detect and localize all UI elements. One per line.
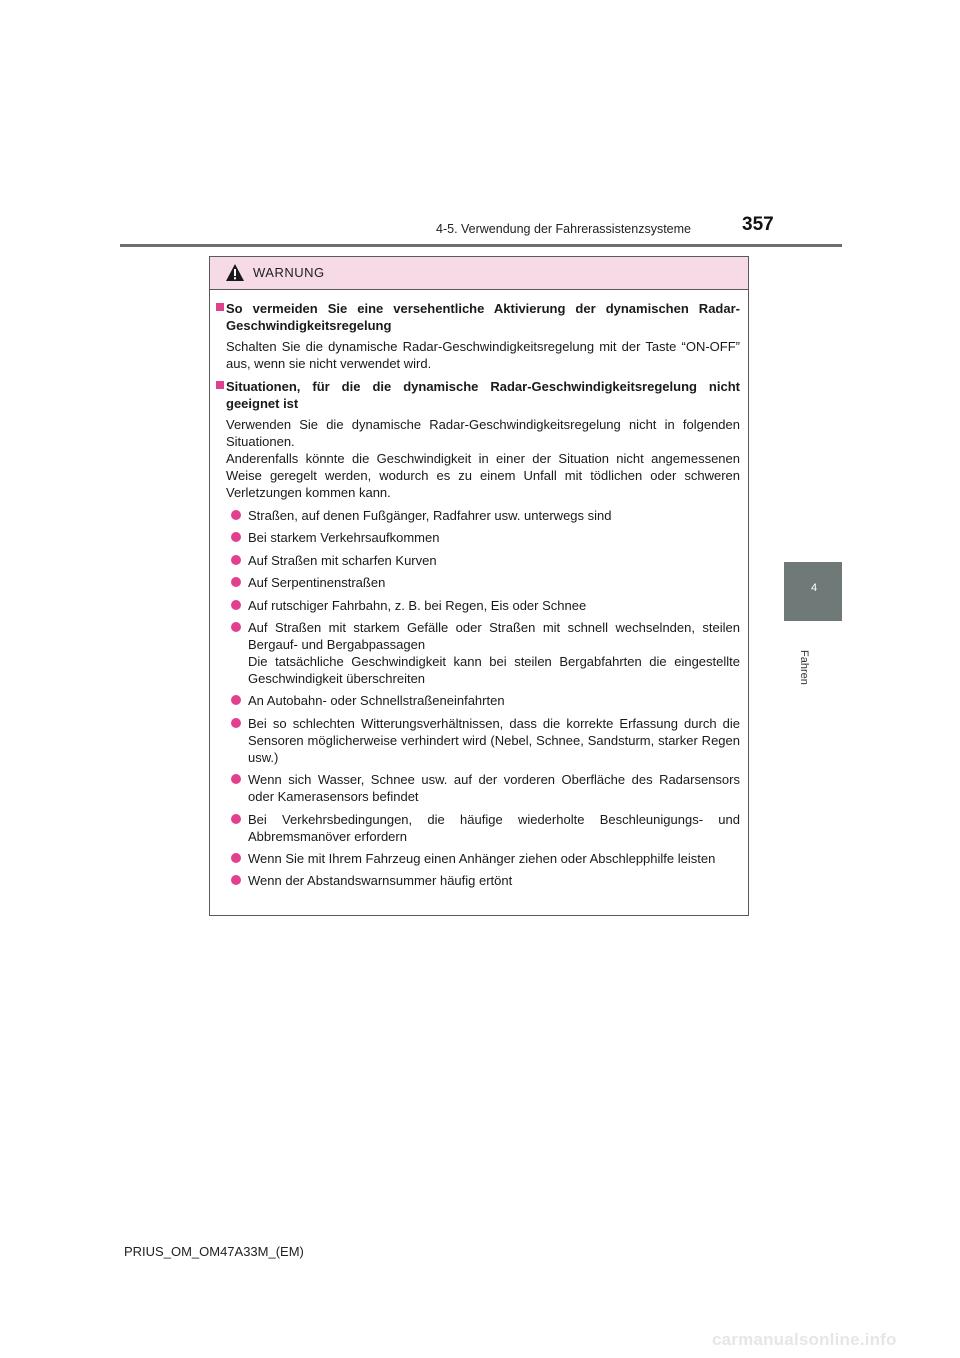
watermark: carmanualsonline.info xyxy=(712,1330,897,1349)
round-bullet-icon xyxy=(231,532,241,542)
list-item xyxy=(226,507,740,524)
header-divider xyxy=(120,244,842,247)
round-bullet-icon xyxy=(231,622,241,632)
list-item xyxy=(226,872,740,889)
list-item xyxy=(226,811,740,845)
list-item-text: Auf rutschiger Fahrbahn, z. B. bei Regen, Eis oder Schnee xyxy=(248,597,587,613)
round-bullet-icon xyxy=(231,600,241,610)
square-bullet-icon xyxy=(216,303,224,311)
list-item-text: Auf Straßen mit starkem Gefälle oder Straßen mit schnell wechselnden, steilen Bergauf- und Bergabpassagen Die tatsächliche Geschwindigkeit kann bei steilen Bergabfahrten die eingestellte Geschwindigkeit überschreiten xyxy=(248,619,740,686)
list-item-text: Auf Serpentinenstraßen xyxy=(248,575,386,591)
section-paragraph: Verwenden Sie die dynamische Radar-Geschwindigkeitsregelung nicht in folgenden Situationen. xyxy=(226,417,740,449)
warning-section-accidental-activation xyxy=(216,300,740,372)
list-item-text: Bei starkem Verkehrsaufkommen xyxy=(248,530,440,546)
section-title: So vermeiden Sie eine versehentliche Aktivierung der dynamischen Radar-Geschwindigkeitsregelung xyxy=(226,301,740,333)
list-item xyxy=(226,692,740,709)
warning-box xyxy=(209,256,749,916)
list-item xyxy=(226,850,740,867)
warning-triangle-icon xyxy=(225,263,245,282)
square-bullet-icon xyxy=(216,381,224,389)
list-item-text: Wenn der Abstandswarnsummer häufig ertönt xyxy=(248,873,513,889)
chapter-number: 4 xyxy=(811,582,818,594)
round-bullet-icon xyxy=(231,853,241,863)
page-number: 357 xyxy=(742,214,774,235)
page-section-title: 4-5. Verwendung der Fahrerassistenzsysteme xyxy=(436,222,691,236)
list-item xyxy=(226,574,740,591)
list-item xyxy=(226,715,740,766)
list-item xyxy=(226,619,740,687)
list-item-text: Auf Straßen mit scharfen Kurven xyxy=(248,552,437,568)
manual-code: PRIUS_OM_OM47A33M_(EM) xyxy=(124,1244,304,1259)
round-bullet-icon xyxy=(231,875,241,885)
list-item-text: An Autobahn- oder Schnellstraßeneinfahrten xyxy=(248,693,505,709)
list-item-text: Bei so schlechten Witterungsverhältnissen, dass die korrekte Erfassung durch die Sensoren möglicherweise verhindert wird (Nebel, Schnee, Sandsturm, starker Regen usw.) xyxy=(248,715,740,765)
list-item-text: Straßen, auf denen Fußgänger, Radfahrer usw. unterwegs sind xyxy=(248,508,612,523)
round-bullet-icon xyxy=(231,814,241,824)
list-item xyxy=(226,771,740,805)
section-title: Situationen, für die die dynamische Radar-Geschwindigkeitsregelung nicht geeignet ist xyxy=(226,379,740,411)
situation-list xyxy=(226,507,740,889)
list-item xyxy=(226,597,740,614)
chapter-tab xyxy=(784,562,842,621)
warning-header xyxy=(210,257,748,290)
list-item xyxy=(226,529,740,546)
section-paragraph: Anderenfalls könnte die Geschwindigkeit in einer der Situation nicht angemessenen Weise geregelt werden, wodurch es zu einem Unfall mit tödlichen oder schweren Verletzungen kommen kann. xyxy=(226,451,740,500)
round-bullet-icon xyxy=(231,577,241,587)
list-item-text: Wenn sich Wasser, Schnee usw. auf der vorderen Oberfläche des Radarsensors oder Kamerasensors befindet xyxy=(248,772,740,805)
list-item-text: Wenn Sie mit Ihrem Fahrzeug einen Anhänger ziehen oder Abschlepphilfe leisten xyxy=(248,850,716,866)
section-paragraph: Schalten Sie die dynamische Radar-Geschwindigkeitsregelung mit der Taste “ON-OFF” aus, wenn sie nicht verwendet wird. xyxy=(226,339,740,371)
round-bullet-icon xyxy=(231,555,241,565)
list-item-text: Bei Verkehrsbedingungen, die häufige wiederholte Beschleunigungs- und Abbremsmanöver erfordern xyxy=(248,811,740,844)
warning-section-unsuitable-situations xyxy=(216,378,740,889)
round-bullet-icon xyxy=(231,695,241,705)
round-bullet-icon xyxy=(231,718,241,728)
round-bullet-icon xyxy=(231,774,241,784)
warning-label: WARNUNG xyxy=(253,265,325,280)
chapter-title: Fahren xyxy=(798,650,810,685)
round-bullet-icon xyxy=(231,510,241,520)
warning-body xyxy=(210,290,748,889)
list-item xyxy=(226,552,740,569)
